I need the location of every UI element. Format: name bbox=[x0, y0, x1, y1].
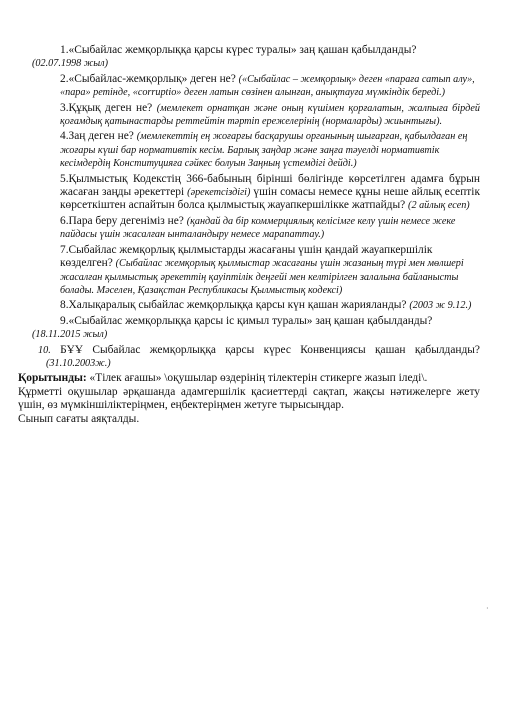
question-2 bbox=[46, 73, 480, 100]
question-text: 7.Сыбайлас жемқорлық қылмыстарды жасағаны үшін қандай жауапкершілік көзделген? bbox=[60, 243, 433, 270]
question-text: 5.Қылмыстық Кодекстің 366-бабының бірінші бөлігінде көрсетілген адамға бұрын жасаған заңды әрекеттері bbox=[60, 172, 480, 199]
question-10 bbox=[38, 343, 480, 371]
answer-text: (мемлекет орнатқан және оның күшімен қорғалатын, жалпыға бірдей қоғамдық қатынастарды реттейтін тәртіп ережелерінің (нормаларды) жиынтығы). bbox=[60, 102, 480, 128]
question-text: 6.Пара беру дегеніміз не? bbox=[60, 214, 184, 227]
question-text: 9.«Сыбайлас жемқорлыққа қарсы іс қимыл туралы» заң қашан қабылданды? bbox=[60, 314, 433, 327]
conclusion-text: «Тілек ағашы» \оқушылар өздерінің тілектерін стикерге жазып іледі\. bbox=[89, 372, 428, 385]
question-number: 10. bbox=[38, 344, 51, 356]
closing-paragraph: Құрметті оқушылар әрқашанда адамгершілік қасиеттерді сақтап, жақсы нәтижелерге жету үшін, өз мүмкіншіліктеріңмен, еңбектеріңмен жетуге тырысыңдар. bbox=[18, 385, 480, 412]
question-text: 3.Құқық деген не? bbox=[60, 101, 153, 114]
question-8 bbox=[46, 299, 480, 312]
question-5 bbox=[46, 173, 480, 213]
answer-text: (18.11.2015 жыл) bbox=[32, 329, 108, 341]
answer-text: («Сыбайлас – жемқорлық» деген «параға сатып алу», «пара» ретінде, «corruptio» деген латын сөзінен алынған, анықтауға мүмкіндік береді.) bbox=[60, 73, 475, 99]
answer-text: (Сыбайлас жемқорлық қылмыстар жасағаны үшін жазаның түрі мен мөлшері жасалған қылмыстық әрекеттің қауіптілік деңгейі мен келтірілген залалына байланысты болады. Мәселен, Қазақстан Республикасы Қылмыстық кодексі) bbox=[60, 258, 464, 296]
conclusion-label: Қорытынды: bbox=[18, 372, 87, 385]
question-text-cont: үшін сомасы немесе құны неше айлық есептік көрсеткіштен аспайтын болса қылмыстық жауапкершілікке жатпайды? bbox=[60, 186, 480, 212]
page-mark: · bbox=[486, 604, 489, 613]
answer-text: (31.10.2003ж.) bbox=[46, 357, 111, 369]
question-9 bbox=[32, 314, 480, 342]
answer-text: (қандай да бір коммерциялық келісімге келу үшін немесе жеке пайдасы үшін жасалған ынталандыру немесе марапаттау.) bbox=[60, 215, 456, 241]
question-text: 2.«Сыбайлас-жемқорлық» деген не? bbox=[60, 72, 236, 85]
answer-text: (2 айлық есеп) bbox=[408, 200, 470, 212]
answer-text: (02.07.1998 жыл) bbox=[32, 58, 108, 70]
closing-line: Сынып сағаты аяқталды. bbox=[18, 412, 140, 425]
question-text: 4.Заң деген не? bbox=[60, 130, 134, 143]
question-6 bbox=[46, 215, 480, 242]
question-7 bbox=[46, 244, 480, 298]
question-text: 1.«Сыбайлас жемқорлыққа қарсы күрес туралы» заң қашан қабылданды? bbox=[60, 44, 417, 56]
question-3 bbox=[46, 102, 480, 129]
question-4 bbox=[46, 130, 480, 170]
answer-text: (мемлекеттің ең жоғарғы басқарушы органының шығарған, қабылдаған ең жоғары күші бар нормативтік кесім. Барлық заңдар және заңға тәуелді нормативтік кесімдердің Конституцияға сәйкес болуын Заңның үстемдігі дейді.) bbox=[60, 131, 468, 170]
question-text: 8.Халықаралық сыбайлас жемқорлыққа қарсы күн қашан жарияланды? bbox=[60, 299, 407, 312]
answer-text: (2003 ж 9.12.) bbox=[409, 300, 472, 312]
question-text: БҰҰ Сыбайлас жемқорлыққа қарсы күрес Конвенциясы қашан қабылданды? bbox=[60, 343, 480, 356]
answer-mid: (әрекетсіздігі) bbox=[187, 187, 251, 199]
question-1 bbox=[32, 44, 480, 71]
conclusion bbox=[18, 372, 480, 385]
